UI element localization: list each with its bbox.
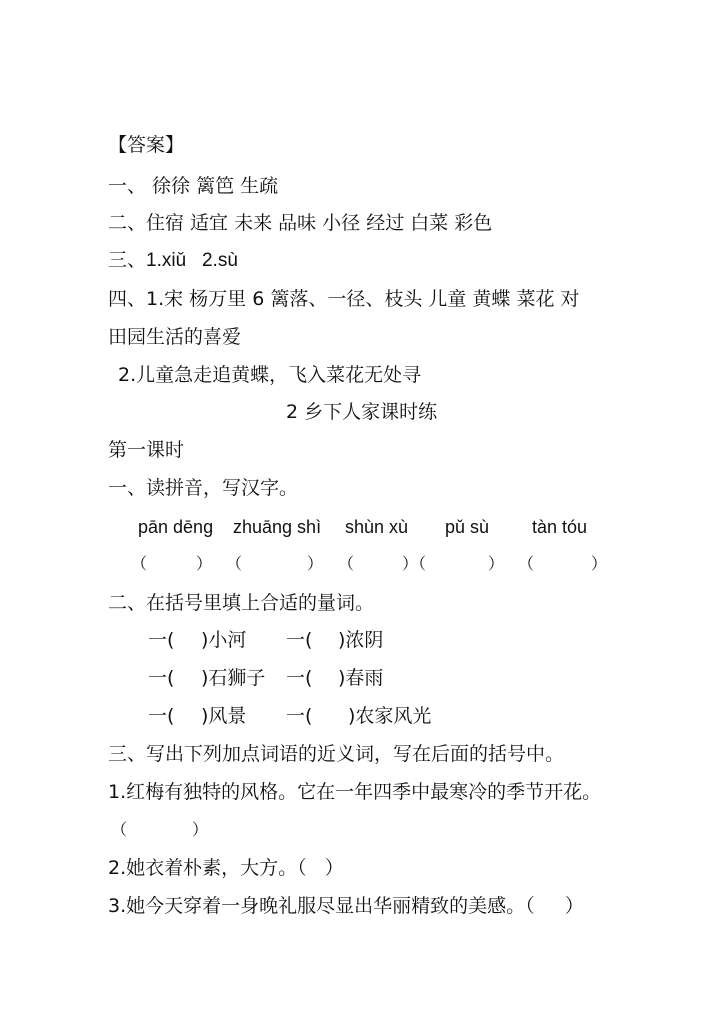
answer-q3: 三、1.xiǔ 2.sù (108, 250, 238, 271)
mw-row2-b-open: 一( (286, 667, 313, 689)
section3-item1-blank-close: ） (192, 820, 209, 839)
blank-paren-open-5: （ (518, 554, 535, 573)
pinyin-5: tàn tóu (532, 517, 588, 537)
blank-paren-close-5: ） (591, 554, 608, 573)
section3-item1: 1.红梅有独特的风格。它在一年四季中最寒冷的季节开花。 (108, 781, 602, 803)
pinyin-4: pǔ sù (445, 517, 490, 537)
period-label: 第一课时 (108, 439, 185, 461)
blank-paren-open-3: （ (338, 554, 355, 573)
blank-paren-open-1: （ (131, 554, 148, 573)
answer-q2: 二、住宿 适宜 未来 品味 小径 经过 白菜 彩色 (108, 212, 493, 234)
section1-title: 一、读拼音，写汉字。 (108, 477, 299, 499)
section3-item3: 3.她今天穿着一身晚礼服尽显出华丽精致的美感。（ ） (108, 895, 584, 917)
mw-row3-b-close: )农家风光 (348, 705, 432, 727)
section2-title: 二、在括号里填上合适的量词。 (108, 592, 375, 614)
mw-row1-a-close: )小河 (201, 629, 247, 651)
mw-row1-b-close: )浓阴 (338, 629, 384, 651)
mw-row2-a-close: )石狮子 (201, 667, 266, 689)
answer-heading: 【答案】 (108, 134, 185, 156)
blank-paren-pair-3-4: ）（ (402, 554, 427, 573)
section3-item1-blank-open: （ (111, 820, 128, 839)
blank-paren-close-1: ） (196, 554, 213, 573)
mw-row2-b-close: )春雨 (338, 667, 384, 689)
mw-row1-b-open: 一( (286, 629, 313, 651)
answer-q4-line2: 田园生活的喜爱 (108, 326, 242, 348)
pinyin-2: zhuānɡ shì (233, 517, 322, 537)
blank-paren-close-4: ） (488, 554, 505, 573)
blank-paren-close-2: ） (307, 554, 324, 573)
answer-q4-line1: 四、1.宋 杨万里 6 篱落、一径、枝头 儿童 黄蝶 菜花 对 (108, 288, 580, 310)
blank-paren-open-2: （ (226, 554, 243, 573)
lesson-title: 2 乡下人家课时练 (286, 401, 438, 423)
section3-title: 三、写出下列加点词语的近义词，写在后面的括号中。 (108, 743, 565, 765)
pinyin-3: shùn xù (345, 517, 409, 537)
mw-row2-a-open: 一( (148, 667, 175, 689)
mw-row1-a-open: 一( (148, 629, 175, 651)
mw-row3-b-open: 一( (286, 705, 313, 727)
mw-row3-a-close: )风景 (201, 705, 247, 727)
mw-row3-a-open: 一( (148, 705, 175, 727)
answer-q4-part2: 2.儿童急走追黄蝶，飞入菜花无处寻 (118, 364, 422, 386)
pinyin-1: pān dēnɡ (138, 517, 214, 537)
answer-q1: 一、 徐徐 篱笆 生疏 (108, 175, 279, 197)
section3-item2: 2.她衣着朴素，大方。（ ） (108, 857, 344, 879)
